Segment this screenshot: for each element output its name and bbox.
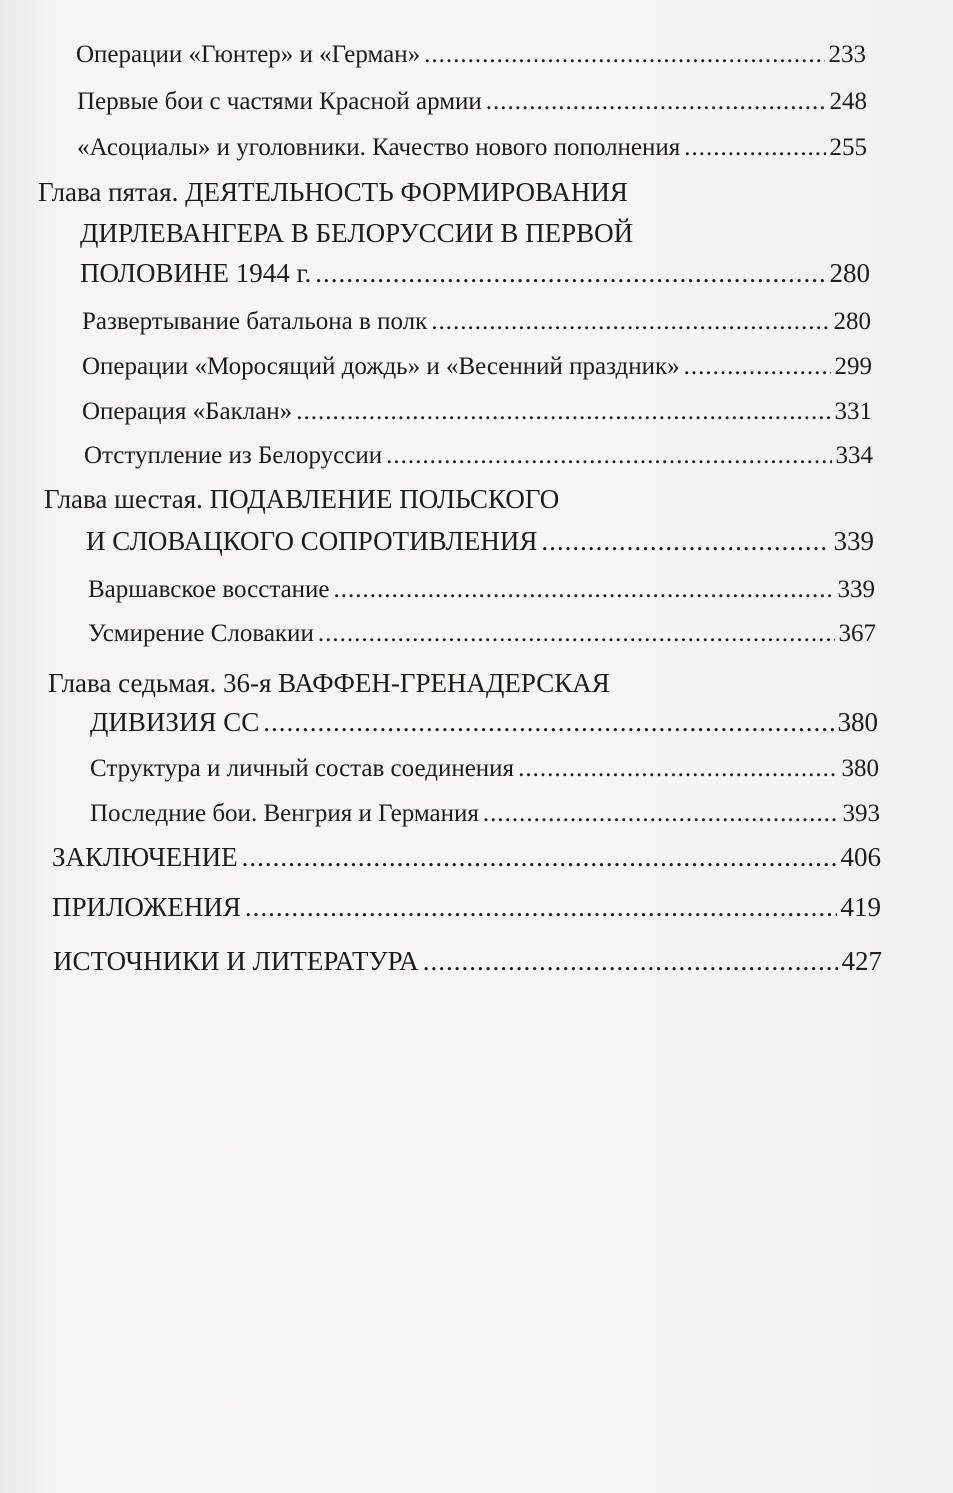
toc-entry	[53, 946, 882, 976]
toc-entry-page: 299	[834, 353, 872, 380]
toc-entry-title: Операции «Моросящий дождь» и «Весенний праздник»	[82, 353, 680, 380]
chapter-heading-line: Глава пятая. ДЕЯТЕЛЬНОСТЬ ФОРМИРОВАНИЯ	[38, 177, 628, 207]
toc-entry	[77, 87, 867, 117]
chapter-heading-line: Глава шестая. ПОДАВЛЕНИЕ ПОЛЬСКОГО	[44, 484, 560, 514]
toc-entry	[80, 258, 870, 288]
toc-entry-page: 334	[835, 442, 873, 469]
toc-entry-title: ИСТОЧНИКИ И ЛИТЕРАТУРА	[53, 946, 419, 976]
toc-entry-title: Последние бои. Венгрия и Германия	[90, 800, 479, 827]
toc-entry	[76, 40, 866, 70]
toc-entry-page: 280	[829, 258, 870, 288]
toc-entry-title: Развертывание батальона в полк	[82, 308, 428, 335]
toc-entry-page: 419	[840, 892, 881, 922]
toc-entry-page: 380	[837, 707, 878, 737]
toc-entry-title: Структура и личный состав соединения	[90, 755, 515, 782]
toc-entry-page: 280	[833, 308, 871, 335]
toc-entry-title: ДИВИЗИЯ СС	[90, 707, 260, 737]
toc-entry-page: 406	[840, 842, 881, 872]
toc-entry	[52, 842, 881, 872]
toc-entry-title: Варшавское восстание	[88, 576, 330, 603]
toc-entry	[82, 352, 872, 382]
toc-entry	[88, 619, 876, 649]
toc-entry-title: ПРИЛОЖЕНИЯ	[52, 892, 241, 922]
toc-entry-title: Первые бои с частями Красной армии	[77, 88, 482, 115]
toc-entry-title: Операция «Баклан»	[82, 398, 293, 425]
toc-entry-page: 380	[841, 755, 879, 782]
toc-entry-title: Операции «Гюнтер» и «Герман»	[76, 41, 421, 68]
toc-entry-title: «Асоциалы» и уголовники. Качество нового пополнения	[77, 134, 681, 161]
toc-entry-page: 233	[828, 41, 866, 68]
toc-entry-title: И СЛОВАЦКОГО СОПРОТИВЛЕНИЯ	[86, 526, 538, 556]
toc-entry-page: 248	[829, 88, 867, 115]
toc-entry	[86, 526, 874, 556]
toc-entry-page: 331	[834, 398, 872, 425]
toc-entry-title: ЗАКЛЮЧЕНИЕ	[52, 842, 238, 872]
toc-entry-page: 393	[842, 800, 880, 827]
toc-entry	[88, 575, 875, 605]
toc-entry	[82, 397, 872, 427]
toc-entry	[82, 307, 871, 337]
chapter-heading-line: ДИРЛЕВАНГЕРА В БЕЛОРУССИИ В ПЕРВОЙ	[80, 218, 634, 248]
toc-entry	[77, 133, 867, 163]
toc-entry	[90, 707, 878, 737]
chapter-heading-line: Глава седьмая. 36-я ВАФФЕН-ГРЕНАДЕРСКАЯ	[48, 668, 610, 698]
toc-entry-title: ПОЛОВИНЕ 1944 г.	[80, 258, 312, 288]
toc-entry-page: 427	[841, 946, 882, 976]
toc-entry	[84, 441, 873, 471]
toc-entry-page: 367	[838, 620, 876, 647]
toc-entry-page: 255	[829, 134, 867, 161]
toc-entry-title: Усмирение Словакии	[88, 620, 314, 647]
toc-entry	[90, 754, 879, 784]
toc-entry	[52, 892, 881, 922]
toc-entry	[90, 799, 880, 829]
toc-entry-title: Отступление из Белоруссии	[84, 442, 383, 469]
toc-entry-page: 339	[833, 526, 874, 556]
toc-entry-page: 339	[837, 576, 875, 603]
